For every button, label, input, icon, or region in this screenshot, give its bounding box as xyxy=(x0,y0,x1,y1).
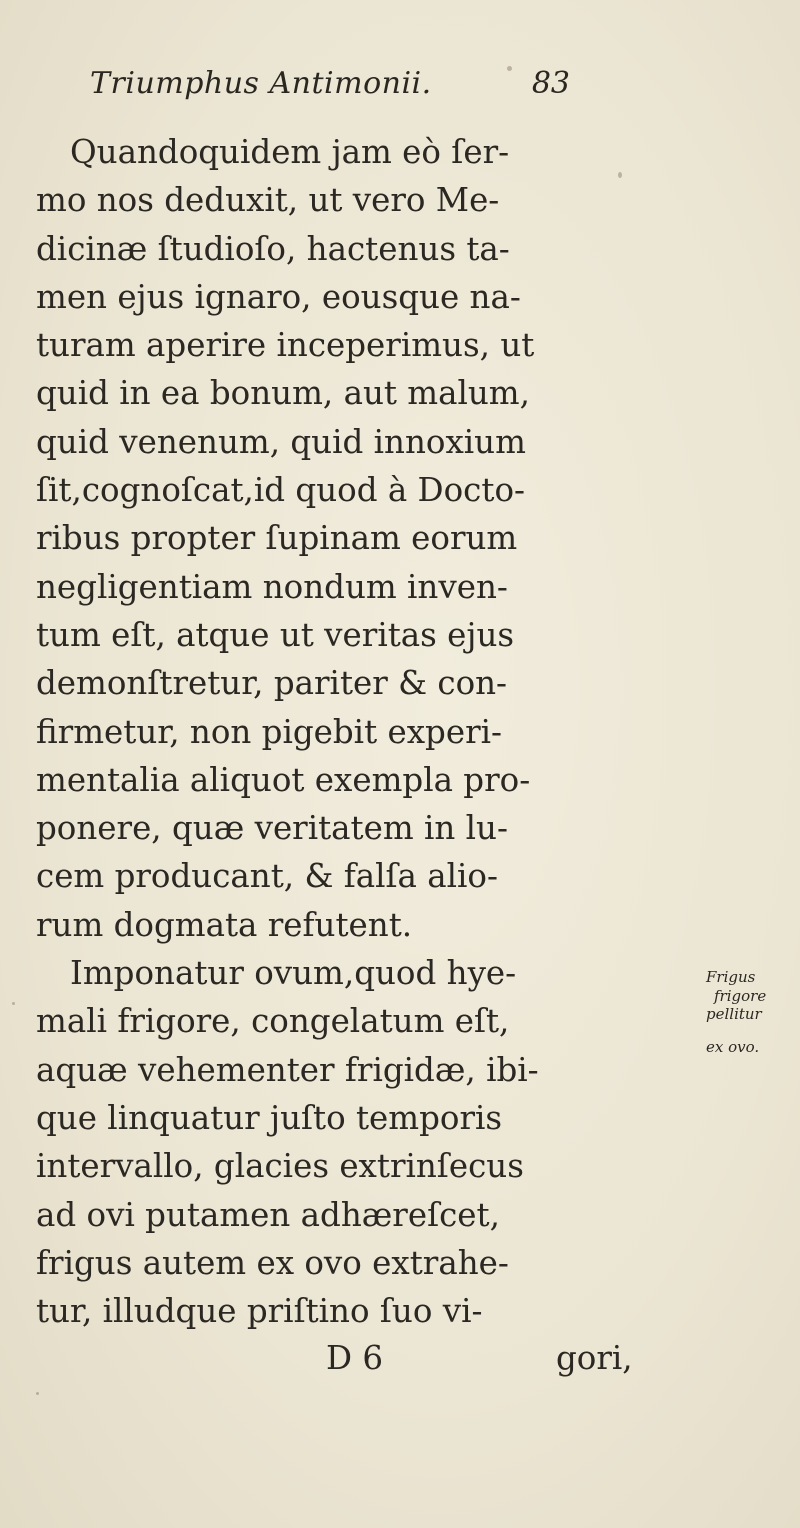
marginal-note xyxy=(706,968,800,1056)
text-line: rum dogmata refutent. xyxy=(36,905,413,944)
page-number: 83 xyxy=(531,66,570,101)
marginal-note-line: ex ovo. xyxy=(706,1037,760,1056)
text-line: mo nos deduxit, ut vero Me- xyxy=(36,181,500,220)
text-line: tur, illudque priſtino ſuo vi- xyxy=(36,1292,483,1331)
paper-speck xyxy=(36,1392,39,1395)
text-line: ſit,cognoſcat,id quod à Docto- xyxy=(36,471,525,510)
text-line: intervallo, glacies extrinſecus xyxy=(36,1147,524,1186)
text-line: turam aperire inceperimus, ut xyxy=(36,326,535,365)
text-line: quid in ea bonum, aut malum, xyxy=(36,374,530,413)
text-line: tum eſt, atque ut veritas ejus xyxy=(36,615,515,654)
text-line: negligentiam nondum inven- xyxy=(36,567,508,606)
signature-line xyxy=(36,1335,636,1381)
text-line: cem producant, & falſa alio- xyxy=(36,857,498,896)
text-line: mali frigore, congelatum eſt, xyxy=(36,1002,510,1041)
text-line: dicinæ ſtudioſo, hactenus ta- xyxy=(36,229,510,268)
marginal-note-line: frigore xyxy=(714,986,767,1005)
marginal-note-line: Frigus xyxy=(706,968,756,986)
text-line: aquæ vehementer frigidæ, ibi- xyxy=(36,1050,539,1089)
text-line: ad ovi putamen adhæreſcet, xyxy=(36,1195,500,1234)
signature-mark: D 6 xyxy=(326,1339,384,1378)
text-line: ribus propter ſupinam eorum xyxy=(36,519,518,558)
text-line: firmetur, non pigebit experi- xyxy=(36,712,502,751)
text-line: men ejus ignaro, eousque na- xyxy=(36,277,521,316)
text-line: Imponatur ovum,quod hye- xyxy=(70,954,517,993)
marginal-note-line: pellitur xyxy=(706,1005,762,1023)
text-line: frigus autem ex ovo extrahe- xyxy=(36,1243,509,1282)
text-line: quid venenum, quid innoxium xyxy=(36,422,526,461)
body-text xyxy=(36,128,636,1381)
catchword: gori, xyxy=(556,1339,633,1378)
running-head-title: Triumphus Antimonii. xyxy=(90,66,432,101)
running-head xyxy=(90,62,570,112)
text-line: que linquatur juſto temporis xyxy=(36,1098,503,1137)
paper-speck xyxy=(12,1002,15,1005)
text-line: mentalia aliquot exempla pro- xyxy=(36,760,531,799)
text-line: demonſtretur, pariter & con- xyxy=(36,664,508,703)
text-line: ponere, quæ veritatem in lu- xyxy=(36,809,508,848)
text-line: Quandoquidem jam eò ſer- xyxy=(70,133,510,171)
